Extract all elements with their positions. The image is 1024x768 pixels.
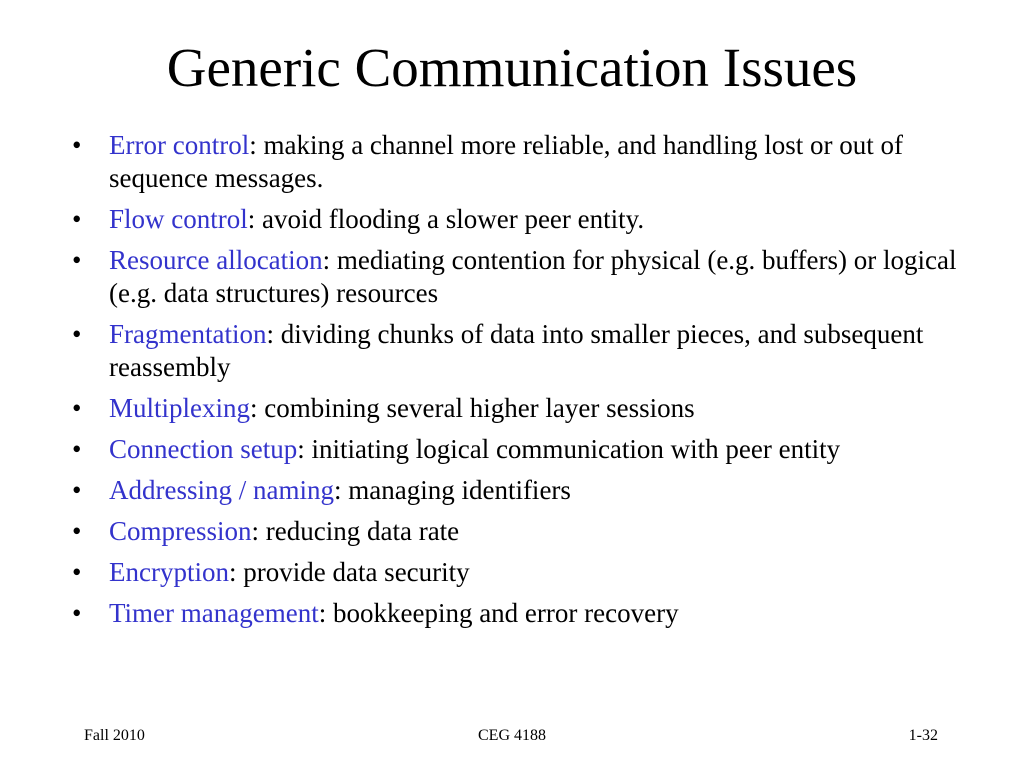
bullet-dot-icon: •: [72, 475, 82, 505]
bullet-description: : bookkeeping and error recovery: [318, 598, 679, 628]
slide-title: Generic Communication Issues: [166, 37, 858, 98]
bullet-dot-icon: •: [72, 434, 82, 464]
bullet-dot-icon: •: [72, 598, 82, 628]
bullet-item: [72, 556, 972, 589]
footer-date: Fall 2010: [84, 727, 145, 744]
bullet-term: Connection setup: [109, 434, 298, 464]
bullet-dot-icon: •: [72, 204, 82, 234]
bullet-dot-icon: •: [72, 557, 82, 587]
bullet-item: [72, 515, 972, 548]
bullet-dot-icon: •: [72, 319, 82, 349]
bullet-term: Encryption: [109, 557, 229, 587]
bullet-description: : mediating contention for physical (e.g. buffers) or logical (e.g. data structures) resources: [109, 245, 957, 308]
bullet-item: [72, 392, 972, 425]
bullet-term: Resource allocation: [109, 245, 323, 275]
bullet-description: : provide data security: [228, 557, 470, 587]
bullet-item: [72, 318, 972, 384]
bullet-item: [72, 433, 972, 466]
bullet-description: : avoid flooding a slower peer entity.: [247, 204, 645, 234]
bullet-description: : reducing data rate: [251, 516, 460, 546]
footer-course: CEG 4188: [478, 727, 546, 744]
bullet-description: : managing identifiers: [333, 475, 571, 505]
bullet-term: Timer management: [109, 598, 319, 628]
bullet-list: [72, 129, 972, 638]
bullet-term: Compression: [109, 516, 252, 546]
bullet-item: [72, 474, 972, 507]
bullet-item: [72, 597, 972, 630]
bullet-item: [72, 129, 972, 195]
bullet-description: : combining several higher layer sessions: [250, 393, 695, 423]
bullet-description: : making a channel more reliable, and handling lost or out of sequence messages.: [109, 130, 904, 193]
bullet-term: Multiplexing: [109, 393, 250, 423]
bullet-term: Error control: [109, 130, 250, 160]
bullet-description: : dividing chunks of data into smaller pieces, and subsequent reassembly: [109, 319, 924, 382]
footer-slide-number: 1-32: [908, 727, 938, 744]
bullet-item: [72, 244, 972, 310]
bullet-item: [72, 203, 972, 236]
bullet-dot-icon: •: [72, 393, 82, 423]
bullet-term: Addressing / naming: [109, 475, 334, 505]
bullet-term: Flow control: [109, 204, 248, 234]
bullet-dot-icon: •: [72, 245, 82, 275]
bullet-term: Fragmentation: [109, 319, 267, 349]
bullet-dot-icon: •: [72, 516, 82, 546]
bullet-description: : initiating logical communication with peer entity: [297, 434, 841, 464]
bullet-dot-icon: •: [72, 130, 82, 160]
